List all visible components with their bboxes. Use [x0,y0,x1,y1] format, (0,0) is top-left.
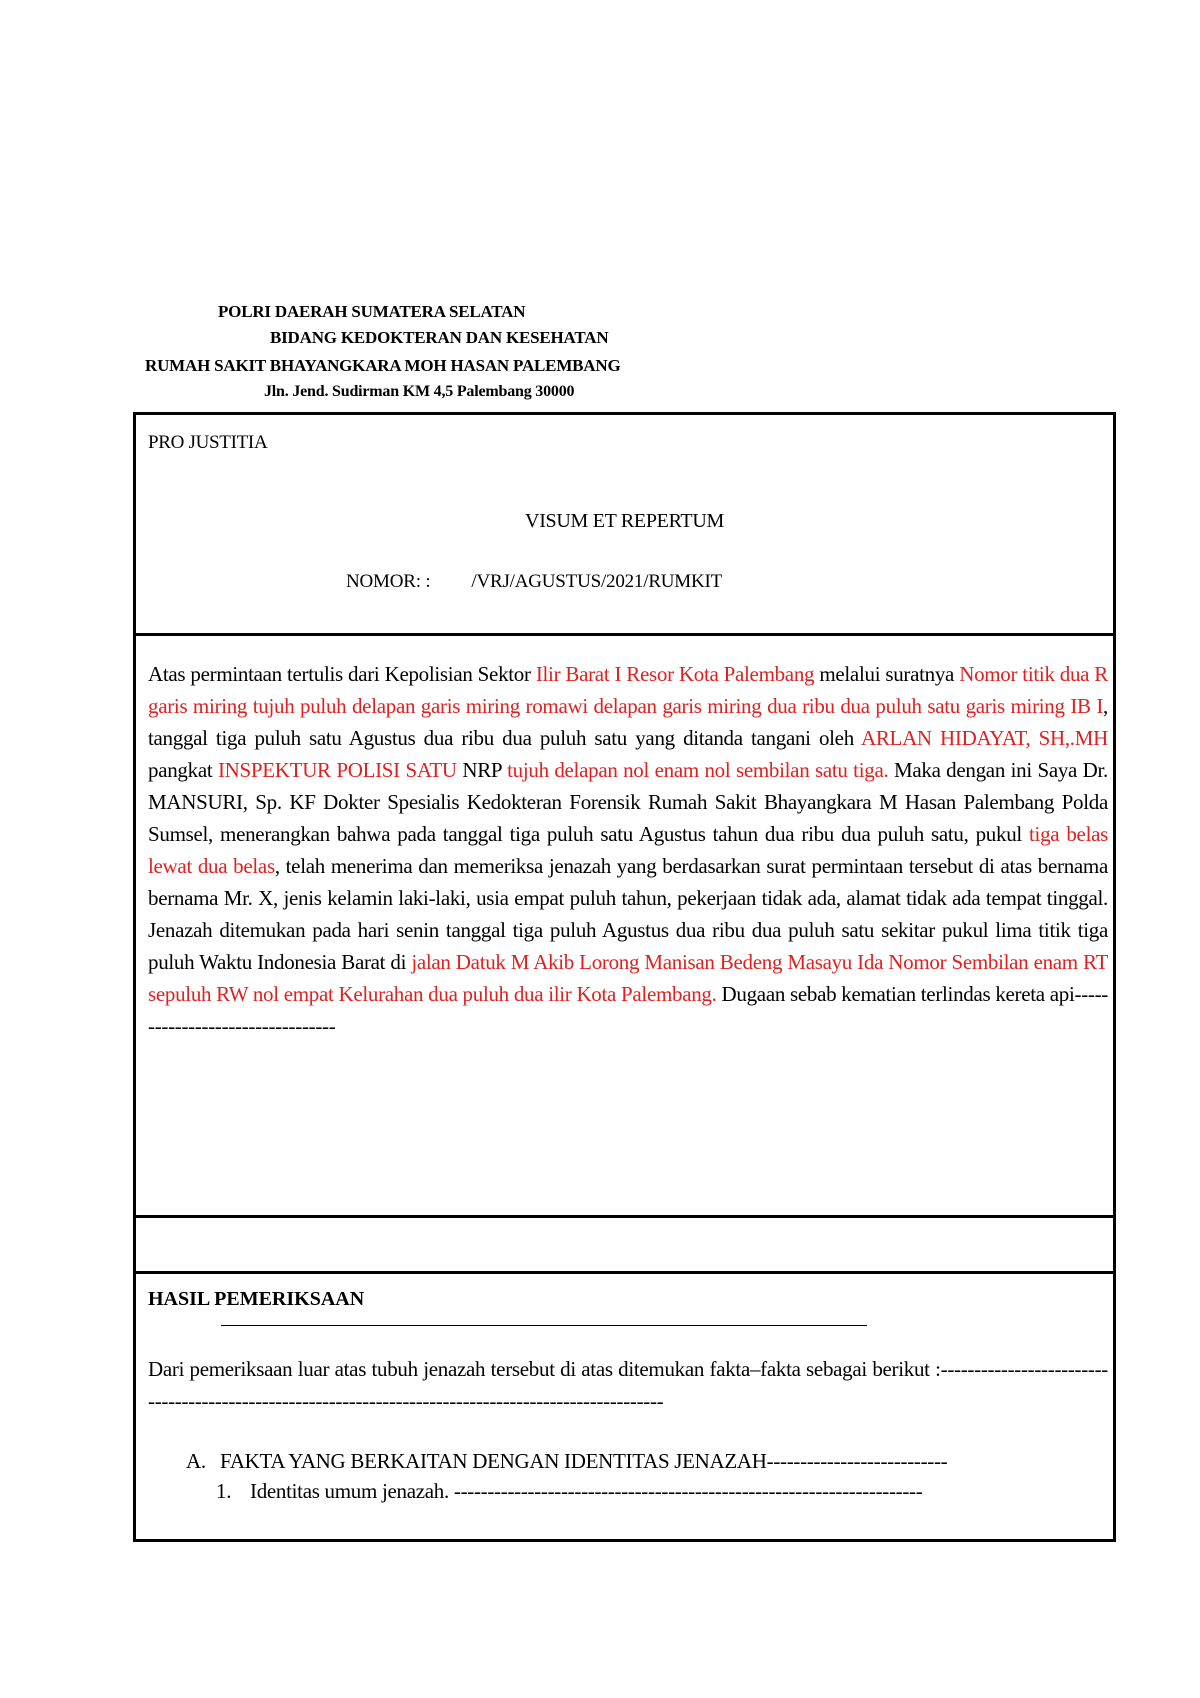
highlighted-text: tujuh delapan nol enam nol sembilan satu tiga. [507,758,889,782]
paragraph-text: Maka dengan ini Saya Dr. MANSURI, Sp. KF Dokter Spesialis Kedokteran Forensik Rumah Sakit Bhayangkara M Hasan Palembang Polda Sumsel, menerangkan bahwa pada tanggal tiga puluh satu Agustus tahun dua ribu dua puluh satu, pukul [148,758,1108,846]
request-paragraph [148,658,1108,1042]
paragraph-text: Atas permintaan tertulis dari Kepolisian Sektor [148,662,536,686]
highlighted-text: Nomor titik dua R garis miring tujuh puluh delapan garis miring romawi delapan garis miring dua ribu dua puluh satu garis miring IB I [148,662,1108,718]
pro-justitia-label: PRO JUSTITIA [148,432,268,453]
highlighted-text: Ilir Barat I Resor Kota Palembang [535,662,815,686]
hospital-address: Jln. Jend. Sudirman KM 4,5 Palembang 30000 [264,383,575,400]
highlighted-text: jalan Datuk M Akib Lorong Manisan Bedeng Masayu Ida Nomor Sembilan enam RT sepuluh RW nol empat Kelurahan dua puluh dua ilir Kota Palembang. [148,950,1108,1006]
results-heading: HASIL PEMERIKSAAN [148,1288,365,1310]
heading-underline [221,1325,867,1326]
results-intro: Dari pemeriksaan luar atas tubuh jenazah tersebut di atas ditemukan fakta–fakta sebagai berikut :------------------------------------------------------------------------------------------------------ [148,1357,1108,1413]
section-a-text: FAKTA YANG BERKAITAN DENGAN IDENTITAS JENAZAH--------------------------- [220,1449,948,1473]
paragraph-text: pangkat [148,758,218,782]
highlighted-text: tiga belas lewat dua belas [148,822,1109,878]
document-title: VISUM ET REPERTUM [525,510,724,532]
hospital-name: RUMAH SAKIT BHAYANGKARA MOH HASAN PALEMBANG [145,356,621,375]
list-item [216,1479,922,1504]
list-item-number: 1. [216,1479,232,1503]
paragraph-text: melalui suratnya [814,662,960,686]
list-item-text: Identitas umum jenazah. ---------------------------------------------------------------------- [250,1479,923,1503]
highlighted-text: ARLAN HIDAYAT, SH,.MH [860,726,1108,750]
divider [136,1271,1113,1274]
paragraph-text: NRP [456,758,508,782]
paragraph-text: Dugaan sebab kematian terlindas kereta api--------------------------------- [148,982,1108,1038]
section-a-label: A. [186,1449,206,1473]
paragraph-text: , tanggal tiga puluh satu Agustus dua ribu dua puluh satu yang ditanda tangani oleh [148,694,1108,750]
department-name: BIDANG KEDOKTERAN DAN KESEHATAN [270,328,609,347]
highlighted-text: INSPEKTUR POLISI SATU [217,758,457,782]
divider [136,1215,1113,1218]
divider [136,633,1113,636]
institution-name: POLRI DAERAH SUMATERA SELATAN [218,302,526,321]
section-a [186,1449,947,1474]
paragraph-text: , telah menerima dan memeriksa jenazah yang berdasarkan surat permintaan tersebut di atas bernama bernama Mr. X, jenis kelamin laki-laki, usia empat puluh tahun, pekerjaan tidak ada, alamat tidak ada tempat tinggal. Jenazah ditemukan pada hari senin tanggal tiga puluh Agustus dua ribu dua puluh satu sekitar pukul lima titik tiga puluh Waktu Indonesia Barat di [148,854,1108,974]
document-frame [133,412,1116,1542]
document-number: NOMOR: : /VRJ/AGUSTUS/2021/RUMKIT [346,571,723,592]
